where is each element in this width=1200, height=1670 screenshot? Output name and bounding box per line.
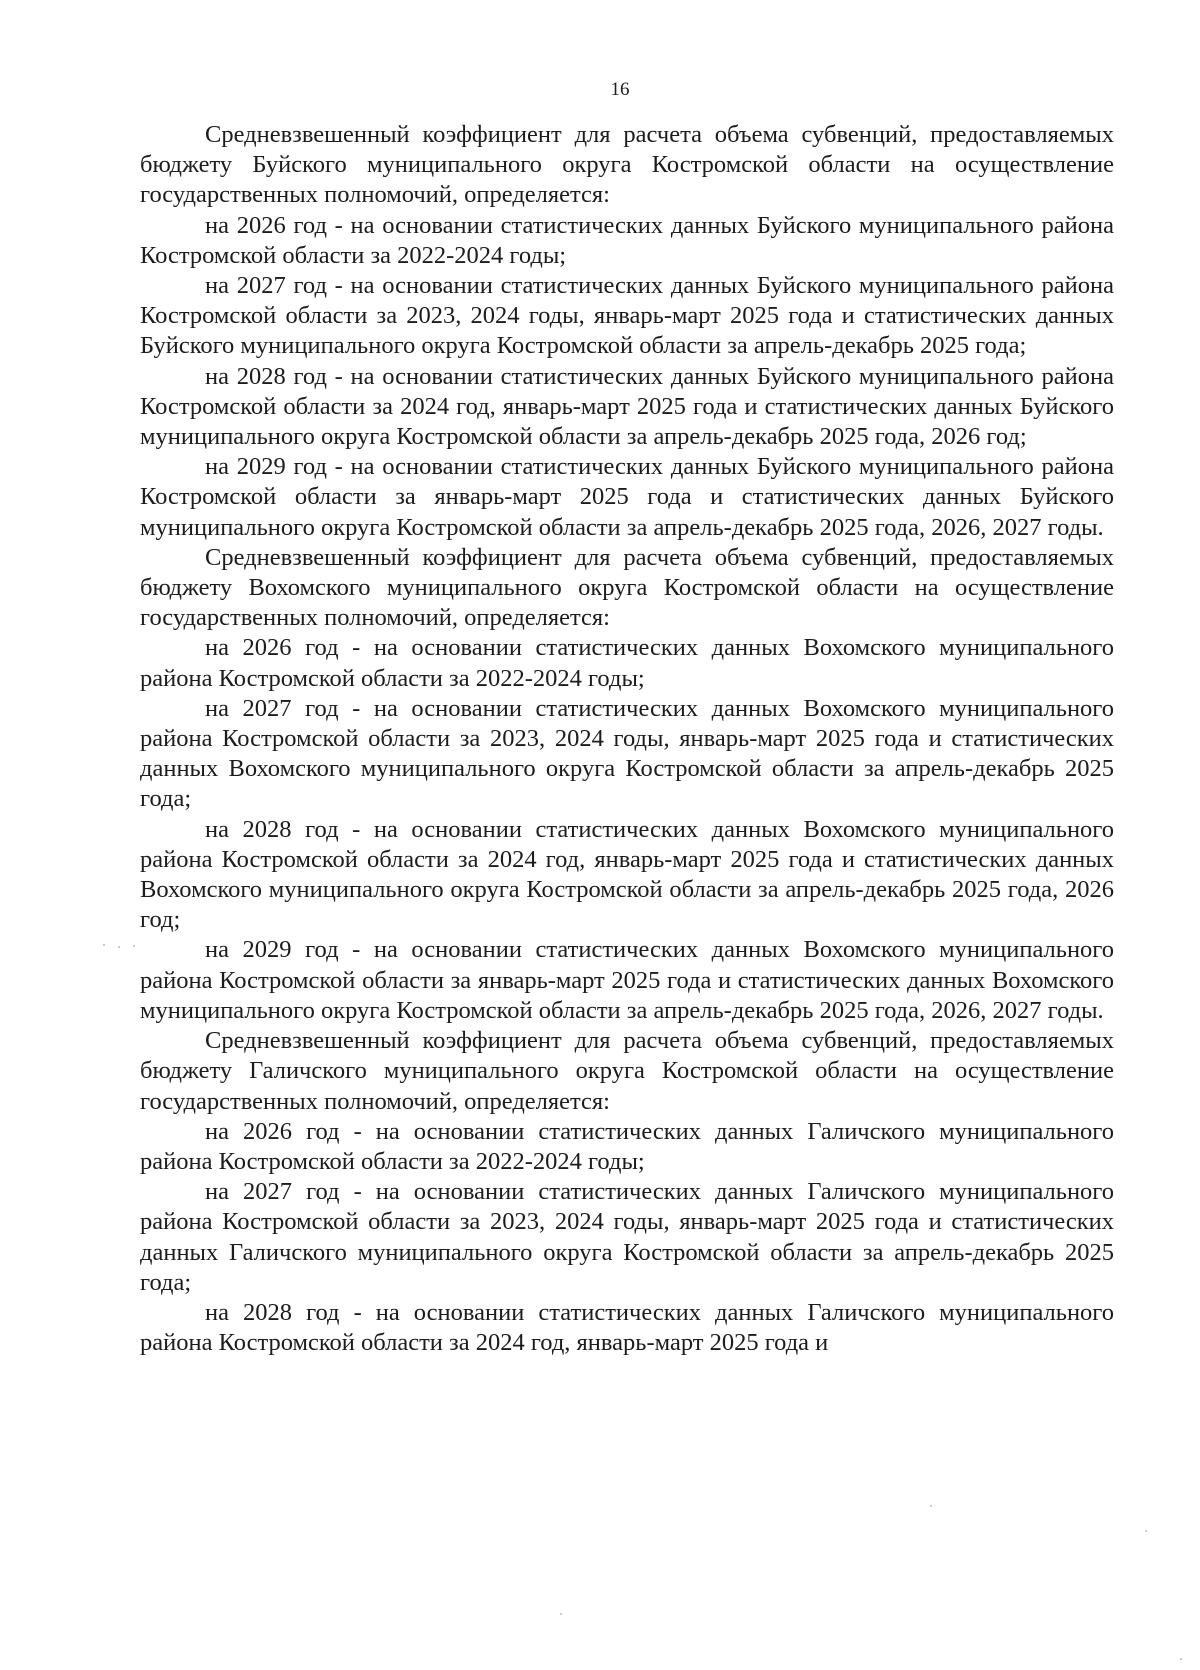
scan-speck	[103, 944, 105, 946]
paragraph-vokhma-2029: на 2029 год - на основании статистических данных Вохомского муниципального района Костромской области за январь-март 2025 года и статистических данных Вохомского муниципального округа Костромской области за апрель-декабрь 2025 года, 2026, 2027 годы.	[140, 936, 1114, 1024]
paragraph-galich-2027: на 2027 год - на основании статистических данных Галичского муниципального района Костромской области за 2023, 2024 годы, январь-март 2025 года и статистических данных Галичского муниципального округа Костромской области за апрель-декабрь 2025 года;	[140, 1178, 1114, 1296]
scan-speck	[1145, 1530, 1147, 1532]
scan-speck	[560, 1613, 562, 1615]
paragraph-vokhma-intro: Средневзвешенный коэффициент для расчета объема субвенций, предоставляемых бюджету Вохомского муниципального округа Костромской области на осуществление государственных полномочий, определяется:	[140, 543, 1114, 632]
scan-speck	[133, 945, 135, 947]
paragraph-vokhma-2027: на 2027 год - на основании статистических данных Вохомского муниципального района Костромской области за 2023, 2024 годы, январь-март 2025 года и статистических данных Вохомского муниципального округа Костромской области за апрель-декабрь 2025 года;	[140, 694, 1114, 813]
paragraph-galich-2026: на 2026 год - на основании статистических данных Галичского муниципального района Костромской области за 2022-2024 годы;	[140, 1117, 1114, 1175]
paragraph-buy-intro: Средневзвешенный коэффициент для расчета объема субвенций, предоставляемых бюджету Буйского муниципального округа Костромской области на осуществление государственных полномочий, определяется:	[140, 121, 1114, 209]
paragraph-vokhma-2028: на 2028 год - на основании статистических данных Вохомского муниципального района Костромской области за 2024 год, январь-март 2025 года и статистических данных Вохомского муниципального округа Костромской области за апрель-декабрь 2025 года, 2026 год;	[140, 815, 1114, 934]
scan-speck	[1180, 1658, 1182, 1660]
scan-speck	[118, 946, 120, 948]
paragraph-vokhma-2026: на 2026 год - на основании статистических данных Вохомского муниципального района Костромской области за 2022-2024 годы;	[140, 634, 1114, 692]
paragraph-buy-2027: на 2027 год - на основании статистических данных Буйского муниципального района Костромской области за 2023, 2024 годы, январь-март 2025 года и статистических данных Буйского муниципального округа Костромской области за апрель-декабрь 2025 года;	[140, 272, 1114, 360]
paragraph-buy-2029: на 2029 год - на основании статистических данных Буйского муниципального района Костромской области за январь-март 2025 года и статистических данных Буйского муниципального округа Костромской области за апрель-декабрь 2025 года, 2026, 2027 годы.	[140, 453, 1114, 541]
paragraph-galich-2028: на 2028 год - на основании статистических данных Галичского муниципального района Костромской области за 2024 год, январь-март 2025 года и	[140, 1298, 1114, 1357]
paragraph-buy-2028: на 2028 год - на основании статистических данных Буйского муниципального района Костромской области за 2024 год, январь-март 2025 года и статистических данных Буйского муниципального округа Костромской области за апрель-декабрь 2025 года, 2026 год;	[140, 362, 1114, 451]
paragraph-buy-2026: на 2026 год - на основании статистических данных Буйского муниципального района Костромской области за 2022-2024 годы;	[140, 211, 1114, 269]
page-number: 16	[610, 79, 630, 100]
document-body	[140, 120, 1114, 1358]
scan-speck	[930, 1505, 932, 1507]
paragraph-galich-intro: Средневзвешенный коэффициент для расчета объема субвенций, предоставляемых бюджету Галичского муниципального округа Костромской области на осуществление государственных полномочий, определяется:	[140, 1027, 1114, 1115]
